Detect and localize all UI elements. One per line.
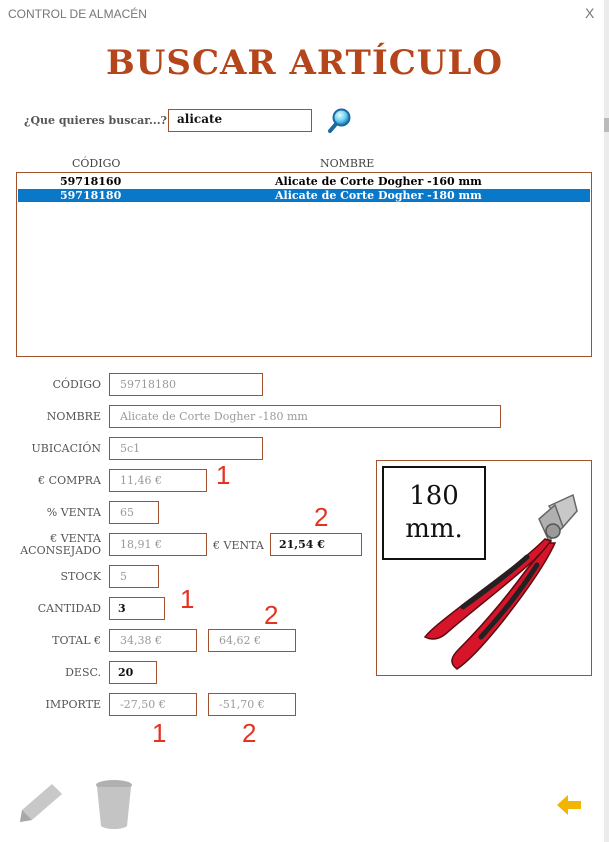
back-button[interactable] (556, 794, 582, 816)
stock-label: STOCK (60, 570, 101, 583)
list-item-selected[interactable] (18, 189, 590, 202)
annotation-one: 1 (180, 584, 195, 614)
search-input[interactable]: alicate (168, 109, 312, 132)
pliers-icon (377, 461, 592, 676)
close-button[interactable]: X (585, 5, 595, 21)
item-code: 59718180 (60, 189, 122, 202)
pct-venta-field[interactable]: 65 (109, 501, 159, 524)
cantidad-field[interactable]: 3 (109, 597, 165, 620)
trash-icon (92, 778, 136, 830)
ubicacion-field[interactable]: 5c1 (109, 437, 263, 460)
importe-field-1[interactable]: -27,50 € (109, 693, 197, 716)
annotation-two: 2 (242, 718, 257, 748)
scrollbar-thumb[interactable] (604, 118, 609, 132)
column-header-nombre[interactable]: NOMBRE (320, 157, 375, 170)
edit-button[interactable] (16, 780, 66, 828)
compra-field[interactable]: 11,46 € (109, 469, 207, 492)
stock-field[interactable]: 5 (109, 565, 159, 588)
venta-aconsejado-label-line1: € VENTA (50, 532, 101, 545)
back-arrow-icon (556, 794, 582, 816)
desc-field[interactable]: 20 (109, 661, 157, 684)
annotation-two: 2 (264, 600, 279, 630)
desc-label: DESC. (65, 666, 101, 679)
importe-field-2[interactable]: -51,70 € (208, 693, 296, 716)
venta-aconsejado-label-line2: ACONSEJADO (20, 544, 101, 557)
product-image (376, 460, 592, 676)
item-code: 59718160 (60, 175, 122, 188)
compra-label: € COMPRA (38, 474, 101, 487)
size-value: 180 (409, 481, 459, 511)
pencil-icon (16, 780, 66, 828)
list-item[interactable] (18, 175, 590, 188)
item-name: Alicate de Corte Dogher -180 mm (275, 189, 482, 202)
pct-venta-label: % VENTA (46, 506, 101, 519)
search-label: ¿Que quieres buscar...? (24, 114, 167, 127)
venta-field[interactable]: 21,54 € (270, 533, 362, 556)
delete-button[interactable] (92, 778, 136, 830)
nombre-field[interactable]: Alicate de Corte Dogher -180 mm (109, 405, 501, 428)
nombre-label: NOMBRE (46, 410, 101, 423)
annotation-one: 1 (152, 718, 167, 748)
search-button[interactable] (328, 108, 352, 134)
codigo-field[interactable]: 59718180 (109, 373, 263, 396)
column-header-codigo[interactable]: CÓDIGO (72, 157, 121, 170)
venta-aconsejado-label (15, 533, 101, 557)
size-unit: mm. (405, 514, 463, 544)
total-field-1[interactable]: 34,38 € (109, 629, 197, 652)
page-title: BUSCAR ARTÍCULO (106, 43, 503, 83)
importe-label: IMPORTE (45, 698, 101, 711)
magnifier-icon (328, 108, 352, 134)
annotation-one: 1 (216, 460, 231, 490)
total-label: TOTAL € (52, 634, 101, 647)
ubicacion-label: UBICACIÓN (31, 442, 101, 455)
venta-label: € VENTA (213, 539, 264, 552)
venta-aconsejado-field[interactable]: 18,91 € (109, 533, 207, 556)
cantidad-label: CANTIDAD (37, 602, 101, 615)
annotation-two: 2 (314, 502, 329, 532)
window-title: CONTROL DE ALMACÉN (8, 7, 147, 21)
item-name: Alicate de Corte Dogher -160 mm (275, 175, 482, 188)
codigo-label: CÓDIGO (52, 378, 101, 391)
total-field-2[interactable]: 64,62 € (208, 629, 296, 652)
results-list[interactable] (16, 172, 592, 357)
